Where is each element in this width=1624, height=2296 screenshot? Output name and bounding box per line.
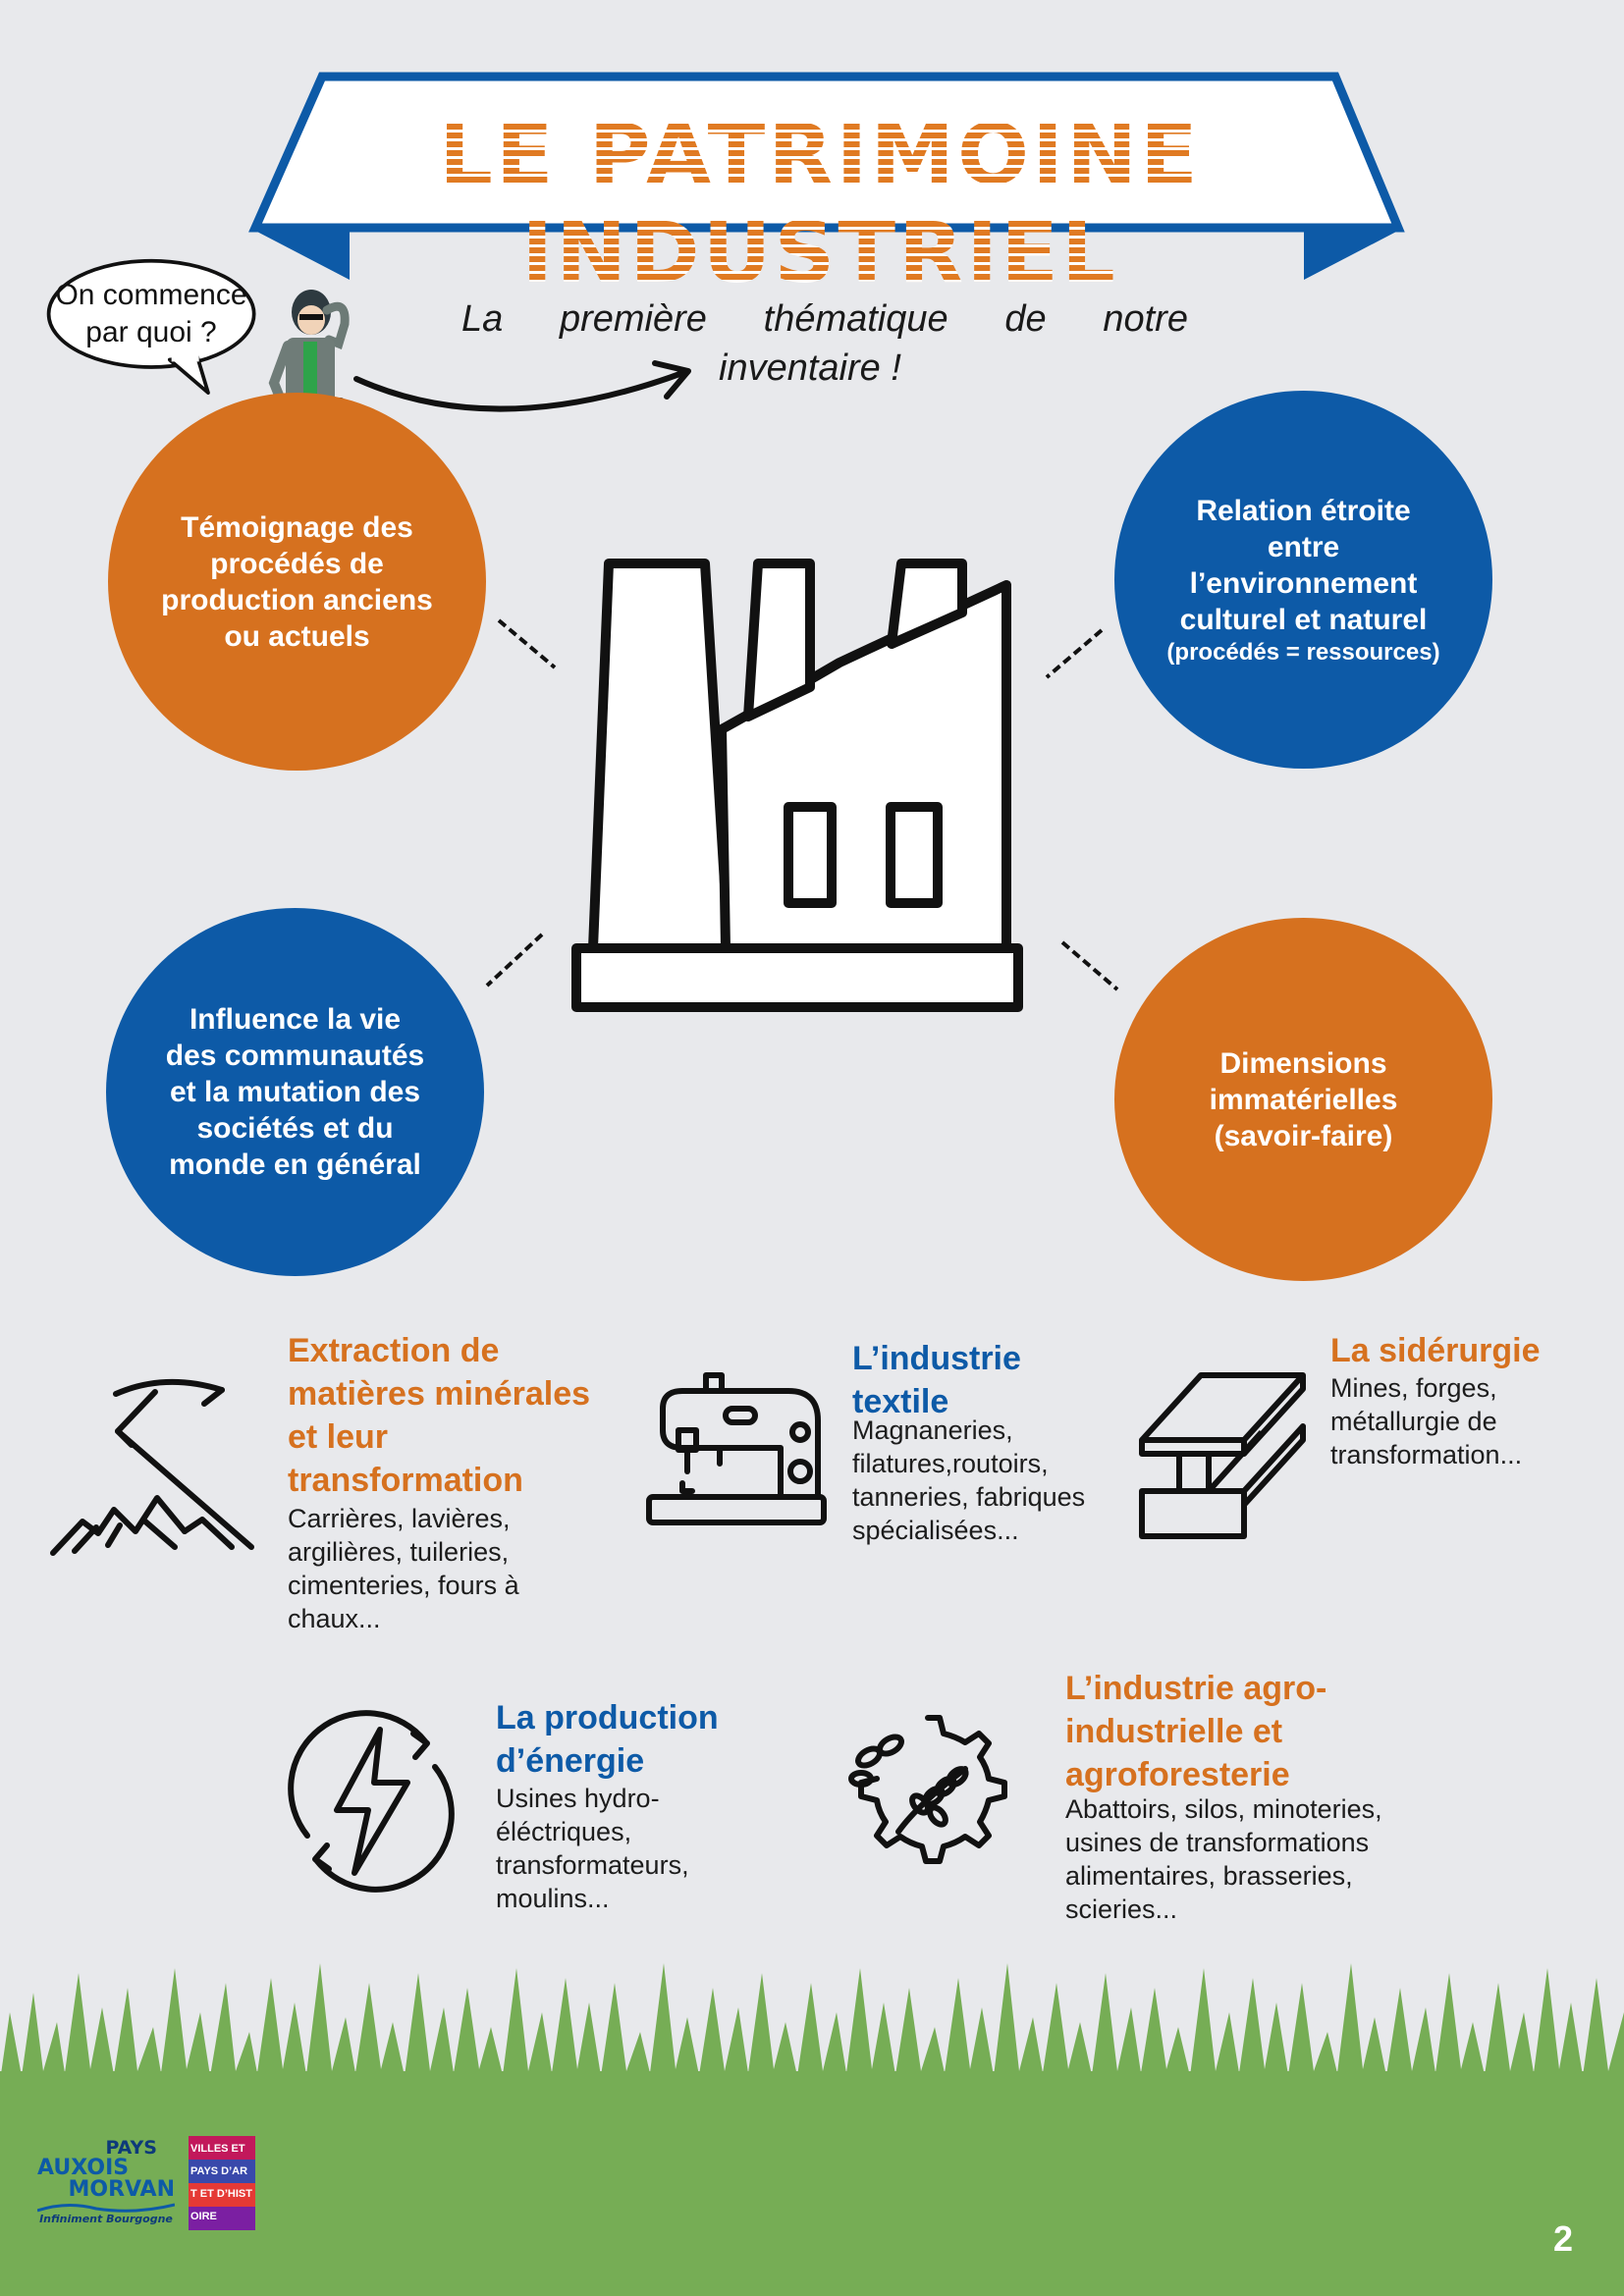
wheat-gear-icon [839, 1710, 1016, 1887]
intro-text: La première thématique de notre inventaire ! [461, 298, 1188, 389]
category-desc-energie: Usines hydro-éléctriques, transformateurs, moulins... [496, 1784, 689, 1913]
page-number: 2 [1552, 2218, 1573, 2259]
sewing-machine-icon [643, 1369, 830, 1551]
category-title-extraction: Extraction de matières minérales et leur transformation [288, 1332, 591, 1499]
logo-pays-auxois-morvan: PAYS AUXOIS MORVAN Infiniment Bourgogne [37, 2137, 175, 2225]
energy-cycle-icon [278, 1708, 464, 1895]
pickaxe-mountain-icon [47, 1374, 263, 1571]
category-desc-extraction: Carrières, lavières, argilières, tuileries, cimenteries, fours à chaux... [288, 1504, 519, 1633]
grass-footer [0, 1953, 1624, 2296]
category-desc-siderurgie: Mines, forges, métallurgie de transformation... [1330, 1373, 1523, 1469]
circle-influence: Influence la vie des communautés et la mutation des sociétés et du monde en général [106, 908, 484, 1276]
category-desc-textile: Magnaneries, filatures,routoirs, tanneries, fabriques spécialisées... [852, 1415, 1086, 1545]
speech-bubble-text: On commence par quoi ? [55, 279, 247, 348]
factory-icon [0, 530, 1624, 1041]
circle-temoignage: Témoignage des procédés de production anciens ou actuels [108, 393, 486, 771]
category-title-agro: L’industrie agro-industrielle et agroforesterie [1065, 1670, 1327, 1793]
category-title-siderurgie: La sidérurgie [1330, 1332, 1541, 1369]
category-desc-agro: Abattoirs, silos, minoteries, usines de transformations alimentaires, brasseries, scieries... [1065, 1794, 1382, 1924]
category-title-energie: La production d’énergie [496, 1699, 719, 1780]
steel-beam-icon [1134, 1369, 1311, 1546]
logo-villes-pays-art-histoire: VILLES ET PAYS D’ART ET D’HISTOIRE [189, 2136, 255, 2230]
page-title: LE PATRIMOINE INDUSTRIEL [304, 106, 1335, 302]
category-title-textile: L’industrie textile [852, 1340, 1021, 1420]
circle-dimensions: Dimensions immatérielles (savoir-faire) [1114, 918, 1492, 1281]
circle-relation: Relation étroite entre l’environnement culturel et naturel (procédés = ressources) [1114, 391, 1492, 769]
